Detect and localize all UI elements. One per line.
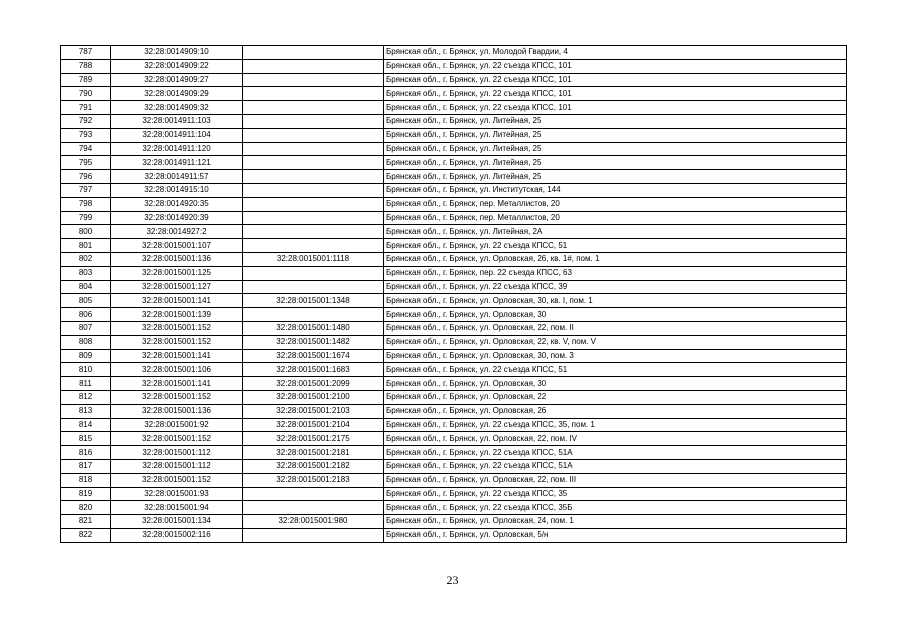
sub-cadastral-number-cell [243,528,384,542]
cadastral-number-cell: 32:28:0014909:10 [111,46,243,60]
sub-cadastral-number-cell [243,225,384,239]
cadastral-number-cell: 32:28:0015001:141 [111,377,243,391]
cadastral-number-cell: 32:28:0015001:152 [111,432,243,446]
address-cell: Брянская обл., г. Брянск, ул. Орловская, 22, кв. V, пом. V [384,335,847,349]
table-row [61,101,847,115]
cadastral-number-cell: 32:28:0015001:94 [111,501,243,515]
table-row [61,335,847,349]
cadastral-number-cell: 32:28:0014909:27 [111,73,243,87]
row-number-cell: 817 [61,459,111,473]
sub-cadastral-number-cell [243,59,384,73]
table-row [61,211,847,225]
table-row [61,528,847,542]
row-number-cell: 814 [61,418,111,432]
cadastral-number-cell: 32:28:0014909:32 [111,101,243,115]
cadastral-number-cell: 32:28:0015001:107 [111,239,243,253]
sub-cadastral-number-cell: 32:28:0015001:1118 [243,252,384,266]
cadastral-number-cell: 32:28:0014909:29 [111,87,243,101]
address-cell: Брянская обл., г. Брянск, пер. Металлистов, 20 [384,211,847,225]
row-number-cell: 804 [61,280,111,294]
sub-cadastral-number-cell: 32:28:0015001:2099 [243,377,384,391]
sub-cadastral-number-cell [243,239,384,253]
table-row [61,156,847,170]
table-row [61,266,847,280]
sub-cadastral-number-cell [243,183,384,197]
row-number-cell: 809 [61,349,111,363]
sub-cadastral-number-cell [243,308,384,322]
address-cell: Брянская обл., г. Брянск, ул. 22 съезда КПСС, 35Б [384,501,847,515]
row-number-cell: 820 [61,501,111,515]
cadastral-number-cell: 32:28:0014909:22 [111,59,243,73]
sub-cadastral-number-cell: 32:28:0015001:2104 [243,418,384,432]
table-row [61,87,847,101]
table-row [61,73,847,87]
cadastral-number-cell: 32:28:0015001:106 [111,363,243,377]
sub-cadastral-number-cell: 32:28:0015001:1482 [243,335,384,349]
row-number-cell: 795 [61,156,111,170]
address-cell: Брянская обл., г. Брянск, ул. 22 съезда КПСС, 51 [384,239,847,253]
sub-cadastral-number-cell [243,142,384,156]
row-number-cell: 790 [61,87,111,101]
cadastral-number-cell: 32:28:0015001:134 [111,515,243,529]
cadastral-number-cell: 32:28:0015001:92 [111,418,243,432]
address-cell: Брянская обл., г. Брянск, ул. Молодой Гвардии, 4 [384,46,847,60]
row-number-cell: 812 [61,390,111,404]
row-number-cell: 798 [61,197,111,211]
row-number-cell: 822 [61,528,111,542]
address-cell: Брянская обл., г. Брянск, ул. Орловская, 22, пом. IV [384,432,847,446]
sub-cadastral-number-cell: 32:28:0015001:1674 [243,349,384,363]
sub-cadastral-number-cell: 32:28:0015001:2103 [243,404,384,418]
table-row [61,487,847,501]
table-row [61,294,847,308]
table-row [61,46,847,60]
address-cell: Брянская обл., г. Брянск, ул. 22 съезда КПСС, 101 [384,73,847,87]
row-number-cell: 792 [61,114,111,128]
document-page [60,45,846,543]
table-row [61,128,847,142]
address-cell: Брянская обл., г. Брянск, ул. Орловская, 30 [384,308,847,322]
table-row [61,349,847,363]
row-number-cell: 787 [61,46,111,60]
cadastral-number-cell: 32:28:0015001:152 [111,390,243,404]
table-row [61,501,847,515]
table-row [61,280,847,294]
table-row [61,473,847,487]
sub-cadastral-number-cell: 32:28:0015001:1683 [243,363,384,377]
row-number-cell: 808 [61,335,111,349]
table-row [61,114,847,128]
row-number-cell: 810 [61,363,111,377]
table-row [61,170,847,184]
address-cell: Брянская обл., г. Брянск, ул. Орловская, 5/н [384,528,847,542]
address-cell: Брянская обл., г. Брянск, ул. Литейная, 25 [384,114,847,128]
sub-cadastral-number-cell: 32:28:0015001:2183 [243,473,384,487]
cadastral-number-cell: 32:28:0015001:141 [111,294,243,308]
sub-cadastral-number-cell: 32:28:0015001:2175 [243,432,384,446]
address-cell: Брянская обл., г. Брянск, ул. Литейная, 25 [384,170,847,184]
table-row [61,197,847,211]
table-row [61,142,847,156]
table-row [61,515,847,529]
row-number-cell: 797 [61,183,111,197]
sub-cadastral-number-cell: 32:28:0015001:2181 [243,446,384,460]
row-number-cell: 819 [61,487,111,501]
sub-cadastral-number-cell: 32:28:0015001:1348 [243,294,384,308]
address-cell: Брянская обл., г. Брянск, ул. Орловская, 22, пом. II [384,321,847,335]
sub-cadastral-number-cell [243,114,384,128]
row-number-cell: 806 [61,308,111,322]
row-number-cell: 813 [61,404,111,418]
cadastral-number-cell: 32:28:0014920:35 [111,197,243,211]
table-row [61,377,847,391]
sub-cadastral-number-cell: 32:28:0015001:2182 [243,459,384,473]
address-cell: Брянская обл., г. Брянск, ул. 22 съезда КПСС, 39 [384,280,847,294]
address-cell: Брянская обл., г. Брянск, ул. Орловская, 24, пом. 1 [384,515,847,529]
row-number-cell: 793 [61,128,111,142]
table-row [61,459,847,473]
address-cell: Брянская обл., г. Брянск, ул. 22 съезда КПСС, 35 [384,487,847,501]
address-cell: Брянская обл., г. Брянск, ул. Орловская, 30 [384,377,847,391]
sub-cadastral-number-cell: 32:28:0015001:2100 [243,390,384,404]
address-cell: Брянская обл., г. Брянск, ул. 22 съезда КПСС, 51А [384,459,847,473]
cadastral-table [60,45,847,543]
cadastral-number-cell: 32:28:0014911:103 [111,114,243,128]
address-cell: Брянская обл., г. Брянск, ул. Орловская, 30, кв. I, пом. 1 [384,294,847,308]
address-cell: Брянская обл., г. Брянск, ул. Орловская, 26 [384,404,847,418]
row-number-cell: 805 [61,294,111,308]
cadastral-number-cell: 32:28:0015001:136 [111,252,243,266]
page-number: 23 [446,573,459,587]
address-cell: Брянская обл., г. Брянск, ул. Орловская, 30, пом. 3 [384,349,847,363]
cadastral-number-cell: 32:28:0015001:127 [111,280,243,294]
table-row [61,418,847,432]
cadastral-number-cell: 32:28:0014911:121 [111,156,243,170]
address-cell: Брянская обл., г. Брянск, ул. Литейная, 25 [384,156,847,170]
address-cell: Брянская обл., г. Брянск, пер. Металлистов, 20 [384,197,847,211]
cadastral-number-cell: 32:28:0014911:104 [111,128,243,142]
table-row [61,252,847,266]
table-row [61,239,847,253]
cadastral-number-cell: 32:28:0015001:125 [111,266,243,280]
sub-cadastral-number-cell [243,128,384,142]
cadastral-number-cell: 32:28:0015001:152 [111,335,243,349]
cadastral-number-cell: 32:28:0014915:10 [111,183,243,197]
sub-cadastral-number-cell [243,87,384,101]
address-cell: Брянская обл., г. Брянск, ул. Орловская, 22, пом. III [384,473,847,487]
table-body [61,46,847,543]
sub-cadastral-number-cell [243,101,384,115]
sub-cadastral-number-cell [243,73,384,87]
cadastral-number-cell: 32:28:0015001:139 [111,308,243,322]
sub-cadastral-number-cell: 32:28:0015001:980 [243,515,384,529]
row-number-cell: 800 [61,225,111,239]
row-number-cell: 794 [61,142,111,156]
table-row [61,183,847,197]
sub-cadastral-number-cell [243,211,384,225]
address-cell: Брянская обл., г. Брянск, ул. Литейная, 25 [384,128,847,142]
row-number-cell: 799 [61,211,111,225]
table-row [61,308,847,322]
table-row [61,446,847,460]
row-number-cell: 818 [61,473,111,487]
table-row [61,59,847,73]
cadastral-number-cell: 32:28:0014911:57 [111,170,243,184]
sub-cadastral-number-cell [243,487,384,501]
address-cell: Брянская обл., г. Брянск, ул. 22 съезда КПСС, 101 [384,59,847,73]
cadastral-number-cell: 32:28:0014927:2 [111,225,243,239]
cadastral-number-cell: 32:28:0015001:93 [111,487,243,501]
cadastral-number-cell: 32:28:0015001:152 [111,321,243,335]
address-cell: Брянская обл., г. Брянск, ул. 22 съезда КПСС, 101 [384,101,847,115]
table-row [61,225,847,239]
sub-cadastral-number-cell [243,280,384,294]
cadastral-number-cell: 32:28:0015001:112 [111,446,243,460]
sub-cadastral-number-cell [243,266,384,280]
row-number-cell: 802 [61,252,111,266]
address-cell: Брянская обл., г. Брянск, ул. Институтская, 144 [384,183,847,197]
row-number-cell: 796 [61,170,111,184]
address-cell: Брянская обл., г. Брянск, ул. 22 съезда КПСС, 51 [384,363,847,377]
address-cell: Брянская обл., г. Брянск, ул. Орловская, 26, кв. 1#, пом. 1 [384,252,847,266]
sub-cadastral-number-cell [243,46,384,60]
cadastral-number-cell: 32:28:0014920:39 [111,211,243,225]
row-number-cell: 791 [61,101,111,115]
cadastral-number-cell: 32:28:0015001:136 [111,404,243,418]
sub-cadastral-number-cell [243,170,384,184]
row-number-cell: 821 [61,515,111,529]
cadastral-number-cell: 32:28:0015001:141 [111,349,243,363]
row-number-cell: 803 [61,266,111,280]
table-row [61,404,847,418]
row-number-cell: 789 [61,73,111,87]
row-number-cell: 801 [61,239,111,253]
sub-cadastral-number-cell [243,197,384,211]
address-cell: Брянская обл., г. Брянск, ул. Орловская, 22 [384,390,847,404]
cadastral-number-cell: 32:28:0015001:152 [111,473,243,487]
sub-cadastral-number-cell [243,156,384,170]
address-cell: Брянская обл., г. Брянск, ул. Литейная, 2А [384,225,847,239]
row-number-cell: 811 [61,377,111,391]
sub-cadastral-number-cell [243,501,384,515]
table-row [61,321,847,335]
row-number-cell: 816 [61,446,111,460]
address-cell: Брянская обл., г. Брянск, ул. 22 съезда КПСС, 101 [384,87,847,101]
table-row [61,432,847,446]
table-row [61,363,847,377]
row-number-cell: 807 [61,321,111,335]
address-cell: Брянская обл., г. Брянск, пер. 22 съезда КПСС, 63 [384,266,847,280]
address-cell: Брянская обл., г. Брянск, ул. Литейная, 25 [384,142,847,156]
cadastral-number-cell: 32:28:0015001:112 [111,459,243,473]
row-number-cell: 815 [61,432,111,446]
sub-cadastral-number-cell: 32:28:0015001:1480 [243,321,384,335]
address-cell: Брянская обл., г. Брянск, ул. 22 съезда КПСС, 51А [384,446,847,460]
cadastral-number-cell: 32:28:0015002:116 [111,528,243,542]
table-row [61,390,847,404]
row-number-cell: 788 [61,59,111,73]
cadastral-number-cell: 32:28:0014911:120 [111,142,243,156]
address-cell: Брянская обл., г. Брянск, ул. 22 съезда КПСС, 35, пом. 1 [384,418,847,432]
